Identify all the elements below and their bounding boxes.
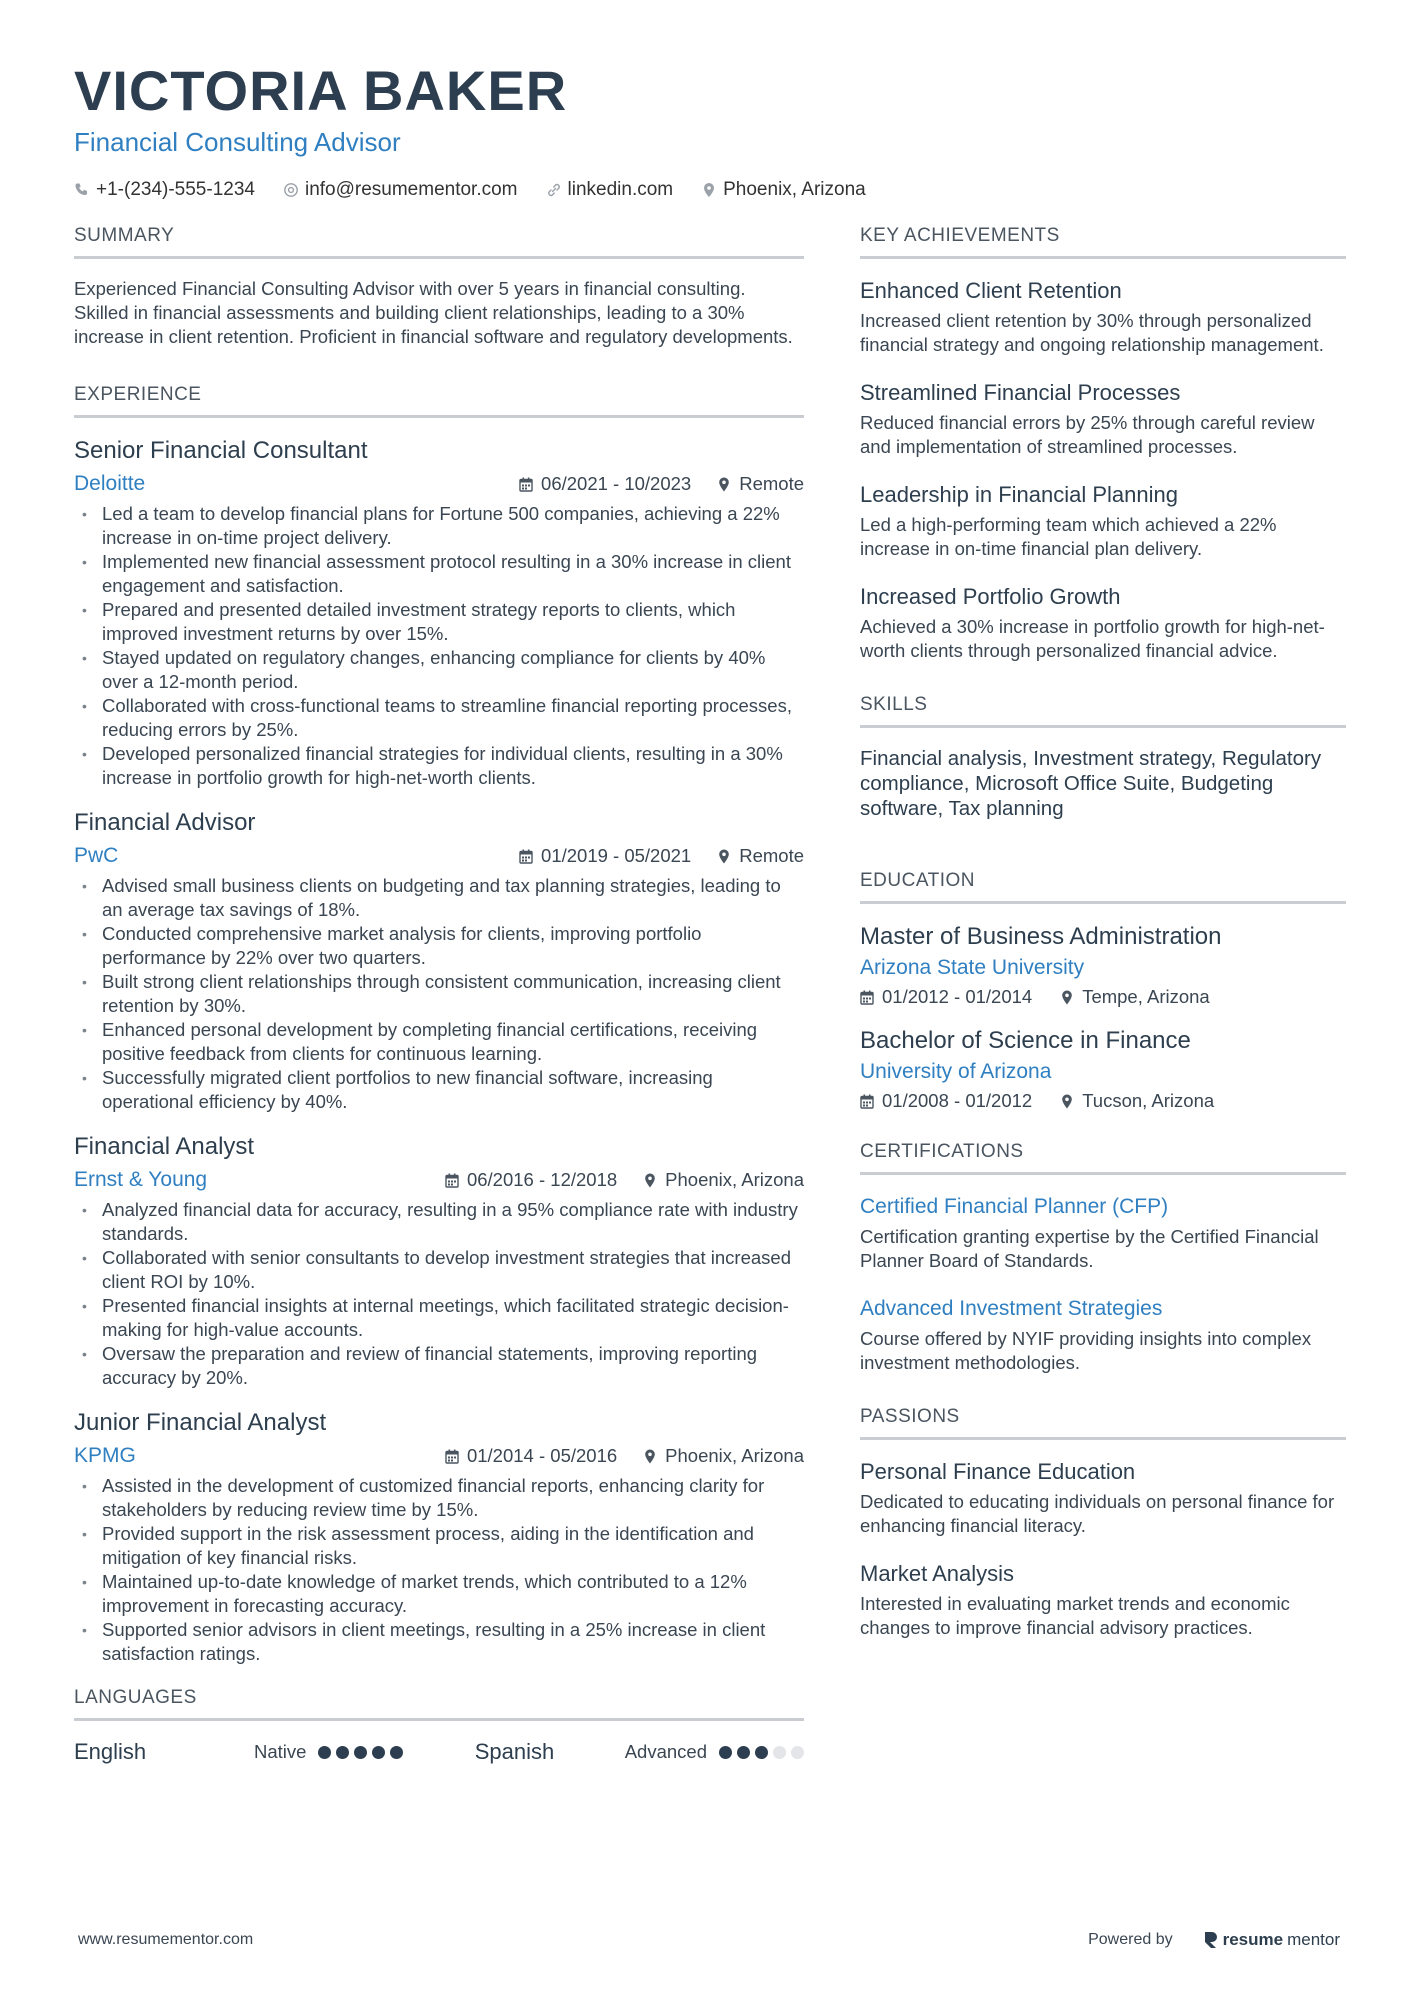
education-dates xyxy=(860,986,1032,1008)
job-bullet: • Enhanced personal development by completing financial certifications, receiving positive feedback from clients for continuous learning. xyxy=(74,1018,804,1066)
job-dates xyxy=(519,845,691,867)
job-location xyxy=(643,1445,804,1467)
job-details xyxy=(519,845,804,867)
education-school: University of Arizona xyxy=(860,1060,1052,1083)
achievement-title: Enhanced Client Retention xyxy=(860,278,1122,303)
location-text: Phoenix, Arizona xyxy=(723,179,866,200)
language-name: English xyxy=(74,1739,147,1764)
job-bullet: • Assisted in the development of customized financial reports, enhancing clarity for stakeholders by reducing review time by 15%. xyxy=(74,1474,804,1522)
certifications-section xyxy=(860,1140,1346,1375)
education-dates-text: 01/2008 - 01/2012 xyxy=(882,1090,1033,1111)
language-level: Native xyxy=(254,1741,307,1762)
job-meta xyxy=(74,842,804,870)
map-pin-icon xyxy=(717,477,731,492)
certification-desc: Certification granting expertise by the Certified Financial Planner Board of Standards. xyxy=(860,1226,1319,1271)
email-text: info@resumementor.com xyxy=(304,179,518,200)
job-bullets xyxy=(74,502,804,790)
calendar-icon xyxy=(860,990,874,1005)
rating-dot-filled xyxy=(354,1746,367,1759)
job-bullet: • Led a team to develop financial plans for Fortune 500 companies, achieving a 22% increase in on-time project delivery. xyxy=(74,502,804,550)
languages-heading: LANGUAGES xyxy=(74,1686,804,1721)
achievement-desc: Achieved a 30% increase in portfolio growth for high-net-worth clients through personalized financial advice. xyxy=(860,616,1325,661)
job-dates-text: 01/2014 - 05/2016 xyxy=(466,1445,618,1466)
contact-location xyxy=(701,178,866,202)
job-bullet: • Developed personalized financial strategies for individual clients, resulting in a 30% increase in portfolio growth for high-net-worth clients. xyxy=(74,742,804,790)
certification-desc: Course offered by NYIF providing insights into complex investment methodologies. xyxy=(860,1328,1312,1373)
powered-by-label: Powered by xyxy=(1088,1931,1173,1948)
candidate-role: Financial Consulting Advisor xyxy=(74,127,401,157)
brand-mark-icon xyxy=(1203,1931,1219,1949)
job-bullet: • Implemented new financial assessment protocol resulting in a 30% increase in client engagement and satisfaction. xyxy=(74,550,804,598)
achievement-desc: Reduced financial errors by 25% through careful review and implementation of streamlined processes. xyxy=(860,412,1315,457)
achievement-title: Streamlined Financial Processes xyxy=(860,380,1181,405)
education-meta xyxy=(860,1090,1346,1112)
passions-section xyxy=(860,1405,1346,1640)
passion-item xyxy=(860,1560,1346,1640)
job-bullet: • Supported senior advisors in client meetings, resulting in a 25% increase in client satisfaction ratings. xyxy=(74,1618,804,1666)
at-icon xyxy=(283,182,299,198)
education-school: Arizona State University xyxy=(860,956,1085,979)
job-location xyxy=(643,1169,804,1191)
job-dates-text: 01/2019 - 05/2021 xyxy=(541,845,692,866)
certification-item xyxy=(860,1193,1346,1273)
certification-title: Advanced Investment Strategies xyxy=(860,1297,1163,1320)
job-entry xyxy=(74,436,804,790)
job-location-text: Phoenix, Arizona xyxy=(665,1169,804,1190)
job-title: Senior Financial Consultant xyxy=(74,437,368,464)
job-location-text: Remote xyxy=(739,845,804,866)
language-rating xyxy=(719,1746,804,1759)
job-bullet: • Built strong client relationships through consistent communication, increasing client retention by 30%. xyxy=(74,970,804,1018)
passion-item xyxy=(860,1458,1346,1538)
left-column xyxy=(74,224,804,1799)
job-bullet: • Presented financial insights at internal meetings, which facilitated strategic decision-making for high-value accounts. xyxy=(74,1294,804,1342)
linkedin-text: linkedin.com xyxy=(567,179,674,200)
job-bullets xyxy=(74,1474,804,1666)
contact-linkedin[interactable] xyxy=(546,178,674,202)
education-degree: Bachelor of Science in Finance xyxy=(860,1027,1191,1054)
job-details xyxy=(445,1445,804,1467)
achievements-heading: KEY ACHIEVEMENTS xyxy=(860,224,1346,259)
achievement-item xyxy=(860,481,1346,561)
achievements-section xyxy=(860,224,1346,663)
job-entry xyxy=(74,1132,804,1390)
education-location xyxy=(1060,986,1210,1008)
job-bullets xyxy=(74,874,804,1114)
certification-item xyxy=(860,1295,1346,1375)
contact-phone xyxy=(74,178,255,202)
map-pin-icon xyxy=(701,182,717,198)
job-location xyxy=(717,473,804,495)
contact-email[interactable] xyxy=(283,178,518,202)
map-pin-icon xyxy=(643,1449,657,1464)
phone-icon xyxy=(74,182,90,198)
company-name: KPMG xyxy=(74,1444,136,1467)
job-dates xyxy=(519,473,691,495)
certification-title: Certified Financial Planner (CFP) xyxy=(860,1195,1169,1218)
job-title: Financial Advisor xyxy=(74,809,256,836)
language-item xyxy=(475,1739,804,1765)
passion-desc: Interested in evaluating market trends and economic changes to improve financial advisory practices. xyxy=(860,1593,1290,1638)
contact-bar xyxy=(74,178,1344,202)
rating-dot-filled xyxy=(719,1746,732,1759)
candidate-name: VICTORIA BAKER xyxy=(74,59,568,122)
job-bullets xyxy=(74,1198,804,1390)
company-name: PwC xyxy=(74,844,119,867)
brand-name-bold: resume xyxy=(1222,1930,1284,1949)
calendar-icon xyxy=(519,849,533,864)
resume-header xyxy=(74,58,1344,202)
language-rating xyxy=(318,1746,403,1759)
rating-dot-filled xyxy=(318,1746,331,1759)
job-meta xyxy=(74,1442,804,1470)
rating-dot-empty xyxy=(773,1746,786,1759)
map-pin-icon xyxy=(643,1173,657,1188)
job-bullet: • Prepared and presented detailed investment strategy reports to clients, which improved investment returns by over 15%. xyxy=(74,598,804,646)
phone-text: +1-(234)-555-1234 xyxy=(96,179,255,200)
rating-dot-filled xyxy=(336,1746,349,1759)
skills-section xyxy=(860,693,1346,821)
achievement-desc: Led a high-performing team which achieved a 22% increase in on-time financial plan delivery. xyxy=(860,514,1277,559)
map-pin-icon xyxy=(1060,990,1074,1005)
education-location xyxy=(1060,1090,1214,1112)
job-bullet: • Successfully migrated client portfolios to new financial software, increasing operational efficiency by 40%. xyxy=(74,1066,804,1114)
map-pin-icon xyxy=(1060,1094,1074,1109)
rating-dot-empty xyxy=(791,1746,804,1759)
passion-title: Market Analysis xyxy=(860,1561,1015,1586)
powered-by xyxy=(1088,1930,1340,1950)
summary-heading: SUMMARY xyxy=(74,224,804,259)
experience-section xyxy=(74,383,804,1666)
education-section xyxy=(860,869,1346,1112)
passion-desc: Dedicated to educating individuals on personal finance for enhancing financial literacy. xyxy=(860,1491,1335,1536)
footer-website[interactable]: www.resumementor.com xyxy=(78,1931,254,1948)
experience-heading: EXPERIENCE xyxy=(74,383,804,418)
summary-text: Experienced Financial Consulting Advisor with over 5 years in financial consulting. Skilled in financial assessments and building client relationships, leading to a 30% increase in client retention. Proficient in financial software and regulatory developments. xyxy=(74,278,793,347)
passions-heading: PASSIONS xyxy=(860,1405,1346,1440)
passion-title: Personal Finance Education xyxy=(860,1459,1136,1484)
calendar-icon xyxy=(445,1173,459,1188)
job-bullet: • Oversaw the preparation and review of financial statements, improving reporting accuracy by 20%. xyxy=(74,1342,804,1390)
job-entry xyxy=(74,1408,804,1666)
job-dates xyxy=(445,1169,617,1191)
language-name: Spanish xyxy=(474,1739,555,1764)
calendar-icon xyxy=(445,1449,459,1464)
skills-text: Financial analysis, Investment strategy, Regulatory compliance, Microsoft Office Suite, Budgeting software, Tax planning xyxy=(860,747,1322,820)
job-bullet: • Advised small business clients on budgeting and tax planning strategies, leading to an average tax savings of 18%. xyxy=(74,874,804,922)
brand-name-light: mentor xyxy=(1287,1930,1340,1949)
job-details xyxy=(519,473,804,495)
job-meta xyxy=(74,1166,804,1194)
company-name: Deloitte xyxy=(74,472,146,495)
education-meta xyxy=(860,986,1346,1008)
calendar-icon xyxy=(519,477,533,492)
brand-logo[interactable] xyxy=(1203,1930,1340,1950)
job-location-text: Remote xyxy=(739,473,804,494)
job-dates xyxy=(445,1445,617,1467)
rating-dot-filled xyxy=(755,1746,768,1759)
job-dates-text: 06/2016 - 12/2018 xyxy=(466,1169,618,1190)
achievement-item xyxy=(860,379,1346,459)
job-bullet: • Analyzed financial data for accuracy, resulting in a 95% compliance rate with industry standards. xyxy=(74,1198,804,1246)
job-details xyxy=(445,1169,804,1191)
education-dates-text: 01/2012 - 01/2014 xyxy=(882,986,1033,1007)
job-title: Financial Analyst xyxy=(74,1133,255,1160)
page-footer xyxy=(78,1930,1340,1950)
education-item xyxy=(860,922,1346,1008)
achievement-item xyxy=(860,277,1346,357)
education-item xyxy=(860,1026,1346,1112)
achievement-desc: Increased client retention by 30% through personalized financial strategy and ongoing relationship management. xyxy=(860,310,1324,355)
languages-list xyxy=(74,1739,804,1765)
language-level: Advanced xyxy=(624,1741,707,1762)
summary-section xyxy=(74,224,804,349)
job-dates-text: 06/2021 - 10/2023 xyxy=(541,473,692,494)
job-bullet: • Provided support in the risk assessment process, aiding in the identification and mitigation of key financial risks. xyxy=(74,1522,804,1570)
rating-dot-filled xyxy=(737,1746,750,1759)
rating-dot-filled xyxy=(372,1746,385,1759)
job-location-text: Phoenix, Arizona xyxy=(665,1445,804,1466)
job-bullet: • Maintained up-to-date knowledge of market trends, which contributed to a 12% improvement in forecasting accuracy. xyxy=(74,1570,804,1618)
job-meta xyxy=(74,470,804,498)
job-title: Junior Financial Analyst xyxy=(74,1409,327,1436)
rating-dot-filled xyxy=(390,1746,403,1759)
language-item xyxy=(74,1739,403,1765)
education-dates xyxy=(860,1090,1032,1112)
job-bullet: • Collaborated with cross-functional teams to streamline financial reporting processes, reducing errors by 25%. xyxy=(74,694,804,742)
languages-section xyxy=(74,1686,804,1765)
achievement-item xyxy=(860,583,1346,663)
job-bullet: • Conducted comprehensive market analysis for clients, improving portfolio performance by 22% over two quarters. xyxy=(74,922,804,970)
achievement-title: Increased Portfolio Growth xyxy=(860,584,1121,609)
education-location-text: Tucson, Arizona xyxy=(1082,1090,1215,1111)
link-icon xyxy=(546,182,562,198)
job-location xyxy=(717,845,804,867)
calendar-icon xyxy=(860,1094,874,1109)
education-heading: EDUCATION xyxy=(860,869,1346,904)
education-degree: Master of Business Administration xyxy=(860,923,1222,950)
job-bullet: • Collaborated with senior consultants to develop investment strategies that increased client ROI by 10%. xyxy=(74,1246,804,1294)
company-name: Ernst & Young xyxy=(74,1168,208,1191)
job-bullet: • Stayed updated on regulatory changes, enhancing compliance for clients by 40% over a 12-month period. xyxy=(74,646,804,694)
education-location-text: Tempe, Arizona xyxy=(1082,986,1210,1007)
skills-heading: SKILLS xyxy=(860,693,1346,728)
job-entry xyxy=(74,808,804,1114)
achievement-title: Leadership in Financial Planning xyxy=(860,482,1178,507)
certifications-heading: CERTIFICATIONS xyxy=(860,1140,1346,1175)
map-pin-icon xyxy=(717,849,731,864)
right-column xyxy=(860,224,1346,1674)
